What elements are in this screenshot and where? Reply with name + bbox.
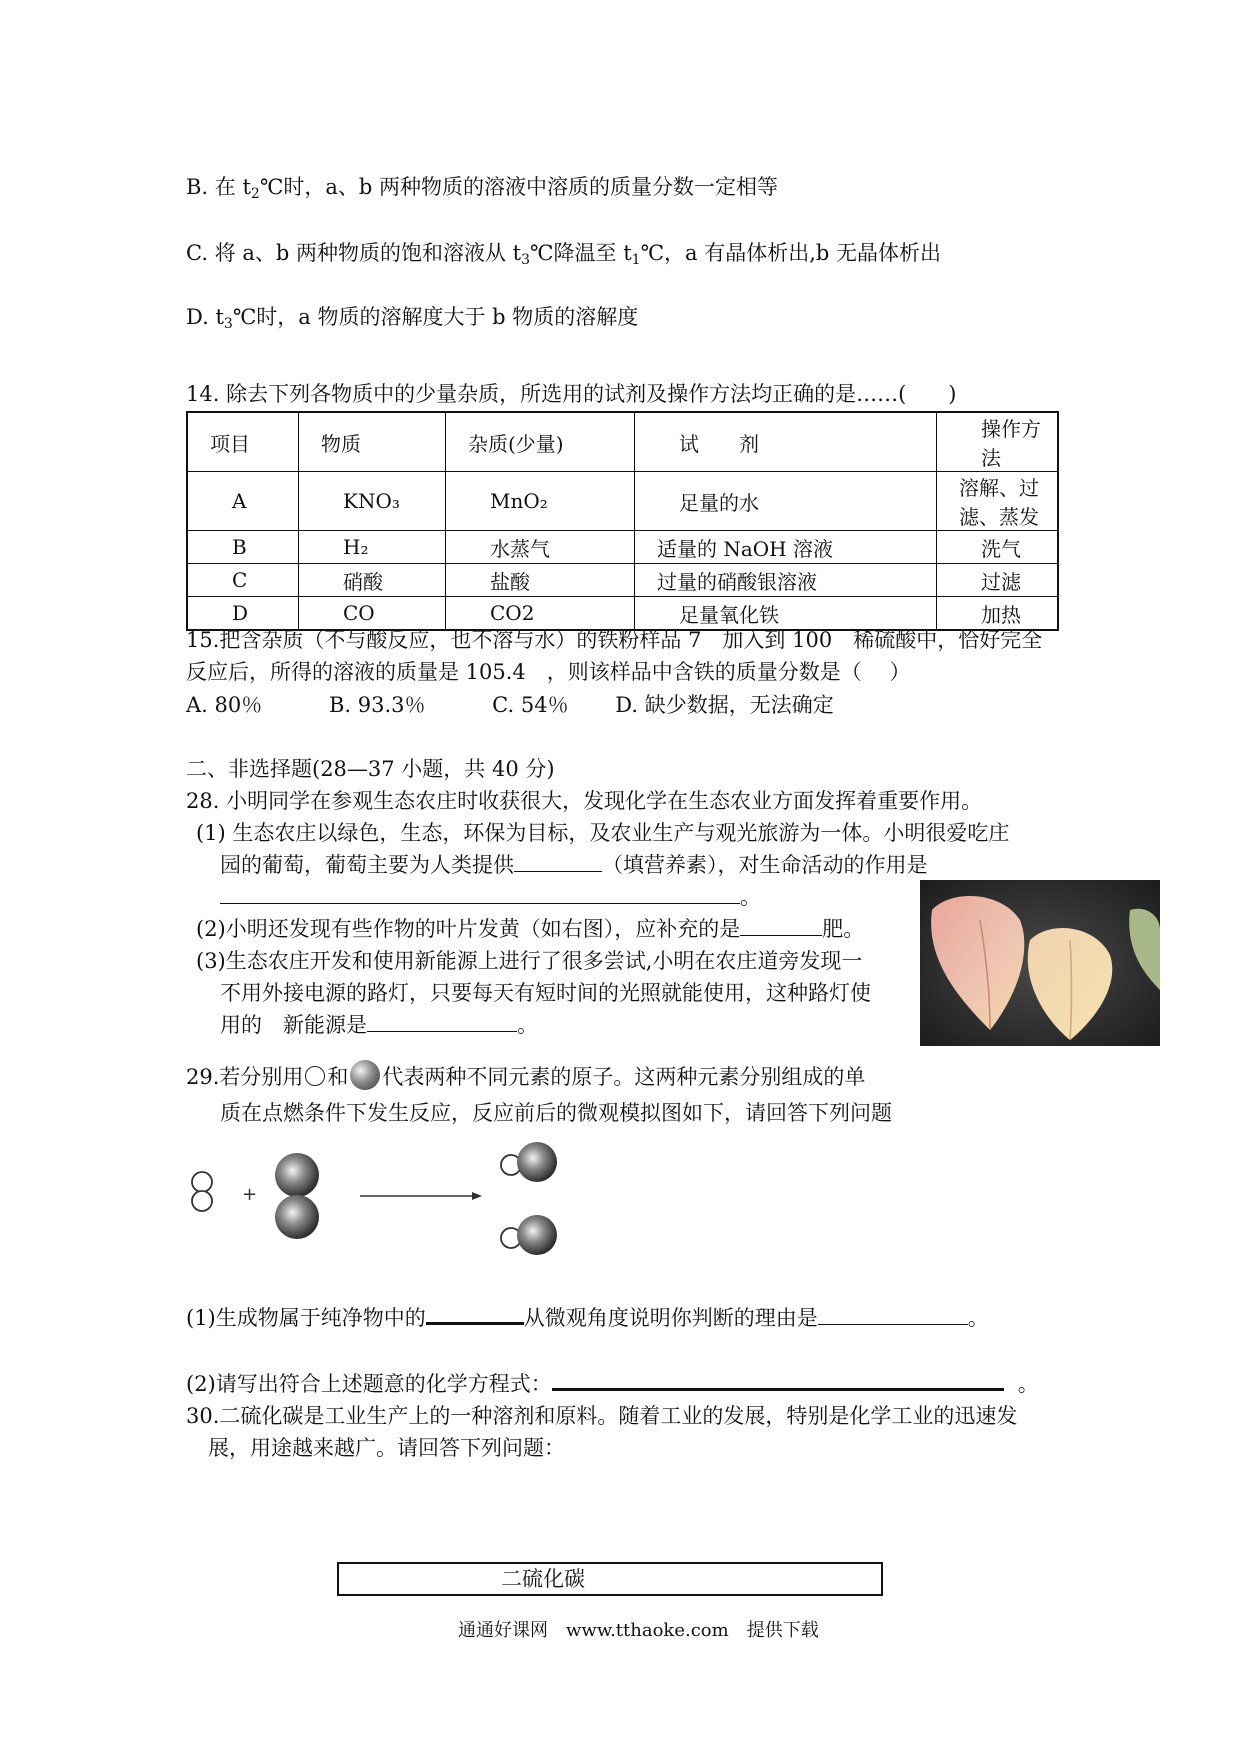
table-header: 试 剂 <box>635 412 937 472</box>
table-cell: 过量的硝酸银溶液 <box>635 564 937 597</box>
table-cell: H₂ <box>299 531 446 564</box>
table-header: 物质 <box>299 412 446 472</box>
answer-blank[interactable] <box>220 885 740 904</box>
q15-options <box>186 692 834 718</box>
table-cell: C <box>187 564 299 597</box>
option-d: D. 缺少数据，无法确定 <box>615 693 834 717</box>
reaction-diagram <box>180 1140 580 1260</box>
table-cell: MnO₂ <box>446 472 635 531</box>
reaction-arrow <box>360 1192 482 1200</box>
box-label: 二硫化碳 <box>501 1567 585 1591</box>
table-row <box>187 597 1058 631</box>
table-cell: 洗气 <box>937 531 1059 564</box>
option-b: B. 93.3％ <box>328 693 426 717</box>
q28-p3-line1: (3)生态农庄开发和使用新能源上进行了很多尝试,小明在农庄道旁发现一 <box>196 949 863 973</box>
table-cell: KNO₃ <box>299 472 446 531</box>
table-row <box>187 472 1058 531</box>
table-cell: 足量氧化铁 <box>635 597 937 631</box>
q28-p1-line2: 园的葡萄，葡萄主要为人类提供 （填营养素），对生命活动的作用是 <box>220 853 928 877</box>
table-cell: 加热 <box>937 597 1059 631</box>
leaf-image <box>920 880 1160 1046</box>
q29-answer2: (2)请写出符合上述题意的化学方程式： 。 <box>186 1372 1039 1396</box>
q29-line1: 29.若分别用 和 代表两种不同元素的原子。这两种元素分别组成的单 <box>186 1060 865 1090</box>
table-cell: 足量的水 <box>635 472 937 531</box>
table-cell: A <box>187 472 299 531</box>
table-header-row <box>187 412 1058 472</box>
table-cell: D <box>187 597 299 631</box>
answer-blank[interactable] <box>426 1304 524 1325</box>
table-header: 项目 <box>187 412 299 472</box>
yellowing-leaf-photo <box>920 880 1160 1046</box>
answer-blank[interactable] <box>514 853 602 872</box>
option-a: A. 80％ <box>186 693 263 717</box>
q28-p1-line3: 。 <box>220 884 761 910</box>
footer-credit: 通通好课网 www.tthaoke.com 提供下载 <box>458 1620 819 1641</box>
q28-stem: 28. 小明同学在参观生态农庄时收获很大，发现化学在生态农业方面发挥着重要作用。 <box>186 789 983 813</box>
carbon-disulfide-box <box>337 1562 883 1596</box>
table-header: 操作方法 <box>937 412 1059 472</box>
table-cell: 盐酸 <box>446 564 635 597</box>
q13-option-b: B. 在 $t_2℃$时，a、b 两种物质的溶液中溶质的质量分数一定相等 <box>186 175 778 202</box>
q28-p3-line2: 不用外接电源的路灯，只要每天有短时间的光照就能使用，这种路灯使 <box>220 981 871 1005</box>
q15-line2: 反应后，所得的溶液的质量是 105.4 ，则该样品中含铁的质量分数是（ ） <box>186 660 911 684</box>
q28-p2: (2)小明还发现有些作物的叶片发黄（如右图），应补充的是 肥。 <box>196 917 865 941</box>
table-cell: 溶解、过滤、蒸发 <box>937 472 1059 531</box>
section-title: 二、非选择题(28—37 小题，共 40 分) <box>186 757 555 781</box>
reactant-large-molecule <box>275 1153 319 1239</box>
table-cell: 水蒸气 <box>446 531 635 564</box>
q28-p3-line3: 用的 新能源是 。 <box>220 1013 538 1037</box>
product-molecule <box>501 1215 557 1255</box>
q14-stem: 14. 除去下列各物质中的少量杂质，所选用的试剂及操作方法均正确的是……( ) <box>186 382 957 406</box>
large-atom-icon <box>350 1060 380 1090</box>
q30-line2: 展，用途越来越广。请回答下列问题： <box>208 1436 565 1460</box>
q14-table <box>186 411 1059 631</box>
table-cell: CO2 <box>446 597 635 631</box>
table-cell: B <box>187 531 299 564</box>
q30-line1: 30.二硫化碳是工业生产上的一种溶剂和原料。随着工业的发展，特别是化学工业的迅速发 <box>186 1404 1018 1428</box>
answer-blank[interactable] <box>818 1306 968 1325</box>
q29-answer1: (1)生成物属于纯净物中的 从微观角度说明你判断的理由是 。 <box>186 1306 989 1330</box>
answer-blank[interactable] <box>740 917 822 936</box>
table-header: 杂质(少量) <box>446 412 635 472</box>
option-c: C. 54％ <box>492 693 569 717</box>
q15-line1: 15.把含杂质（不与酸反应，也不溶与水）的铁粉样品 7 加入到 100 稀硫酸中，恰好完全 <box>186 628 1043 652</box>
table-cell: 过滤 <box>937 564 1059 597</box>
answer-blank[interactable] <box>552 1370 1004 1391</box>
table-row <box>187 564 1058 597</box>
product-molecule <box>501 1142 557 1182</box>
table-cell: 适量的 NaOH 溶液 <box>635 531 937 564</box>
q13-option-d: D. $t_3℃$时，a 物质的溶解度大于 b 物质的溶解度 <box>186 305 639 332</box>
table-cell: CO <box>299 597 446 631</box>
plus-sign: + <box>242 1184 258 1205</box>
table-row <box>187 531 1058 564</box>
q29-line2: 质在点燃条件下发生反应，反应前后的微观模拟图如下，请回答下列问题 <box>220 1101 892 1125</box>
table-cell: 硝酸 <box>299 564 446 597</box>
answer-blank[interactable] <box>367 1013 517 1032</box>
q28-p1-line1: (1) 生态农庄以绿色，生态，环保为目标，及农业生产与观光旅游为一体。小明很爱吃庄 <box>196 821 1010 845</box>
q13-option-c: C. 将 a、b 两种物质的饱和溶液从 $t_3℃$降温至 $t_1℃$，a 有晶体析出,b 无晶体析出 <box>186 241 942 268</box>
small-atom-icon <box>305 1066 325 1086</box>
reactant-small-molecule <box>192 1172 212 1211</box>
